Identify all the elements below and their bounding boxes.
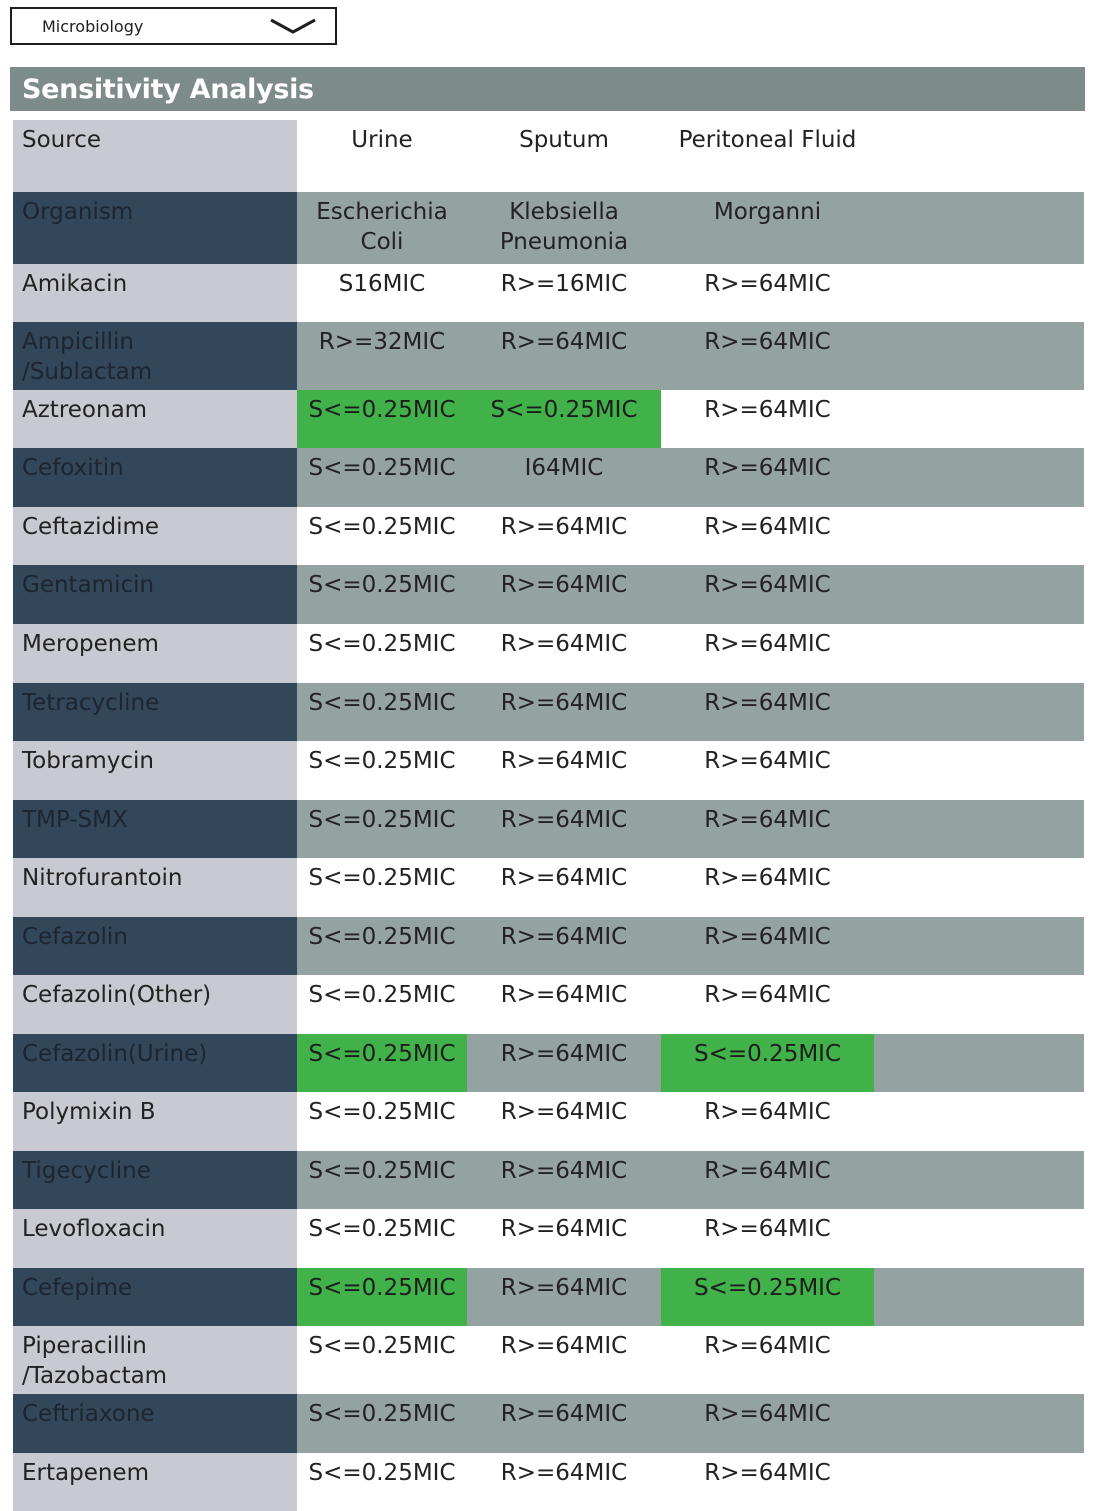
label-line: Tetracycline: [22, 690, 160, 716]
sensitivity-table: [13, 120, 1084, 1511]
label-line: Levofloxacin: [22, 1216, 166, 1242]
mic-result: [661, 1268, 874, 1326]
mic-result: [297, 264, 467, 322]
value-line: S<=0.25MIC: [308, 865, 456, 891]
mic-result: [467, 507, 661, 565]
spacer-cell: [874, 1453, 1084, 1511]
antibiotic-name: [13, 448, 297, 507]
spacer-cell: [874, 565, 1084, 624]
label-line: Ceftriaxone: [22, 1401, 155, 1427]
label-line: Cefazolin: [22, 924, 128, 950]
antibiotic-row: [13, 917, 1084, 975]
value-line: R>=64MIC: [500, 329, 628, 355]
section-header: [10, 67, 1085, 111]
label-line: /Tazobactam: [22, 1363, 168, 1389]
antibiotic-row: [13, 624, 1084, 683]
mic-result: [661, 390, 874, 448]
value-line: R>=64MIC: [704, 748, 831, 774]
mic-result: [661, 858, 874, 917]
mic-result: [297, 741, 467, 800]
label-line: Nitrofurantoin: [22, 865, 183, 891]
label-line: Ceftazidime: [22, 514, 160, 540]
value-line: Urine: [351, 127, 413, 153]
antibiotic-name: [13, 390, 297, 448]
antibiotic-row: [13, 565, 1084, 624]
antibiotic-name: [13, 1151, 297, 1209]
mic-result: [297, 800, 467, 858]
antibiotic-name: [13, 917, 297, 975]
mic-result: [297, 683, 467, 741]
mic-result: [297, 390, 467, 448]
value-line: R>=64MIC: [704, 397, 831, 423]
mic-result: [661, 975, 874, 1034]
mic-result: [661, 1092, 874, 1151]
organism-value: [661, 192, 874, 264]
antibiotic-name: [13, 1326, 297, 1394]
value-line: S<=0.25MIC: [308, 397, 456, 423]
value-line: R>=64MIC: [500, 690, 628, 716]
source-label: [13, 120, 297, 192]
value-line: R>=64MIC: [500, 1460, 628, 1486]
spacer-cell: [874, 448, 1084, 507]
value-line: R>=64MIC: [500, 982, 628, 1008]
value-line: R>=64MIC: [704, 982, 831, 1008]
value-line: S<=0.25MIC: [308, 455, 456, 481]
value-line: R>=64MIC: [500, 572, 628, 598]
mic-result: [467, 565, 661, 624]
value-line: R>=64MIC: [500, 1216, 628, 1242]
value-line: S<=0.25MIC: [308, 1401, 456, 1427]
organism-value: [297, 192, 467, 264]
mic-result: [467, 741, 661, 800]
value-line: R>=64MIC: [704, 455, 831, 481]
value-line: R>=16MIC: [500, 271, 628, 297]
source-value: [467, 120, 661, 192]
label-line: Gentamicin: [22, 572, 155, 598]
source-value: [661, 120, 874, 192]
mic-result: [467, 1209, 661, 1268]
antibiotic-row: [13, 1326, 1084, 1394]
antibiotic-row: [13, 1151, 1084, 1209]
value-line: S<=0.25MIC: [308, 924, 456, 950]
department-dropdown[interactable]: [10, 7, 337, 45]
mic-result: [467, 1151, 661, 1209]
antibiotic-row: [13, 264, 1084, 322]
antibiotic-row: [13, 1034, 1084, 1092]
antibiotic-name: [13, 1453, 297, 1511]
value-line: S<=0.25MIC: [308, 982, 456, 1008]
value-line: R>=64MIC: [500, 1275, 628, 1301]
value-line: Escherichia: [316, 199, 448, 225]
mic-result: [467, 1394, 661, 1453]
value-line: R>=64MIC: [500, 1333, 628, 1359]
mic-result: [661, 1209, 874, 1268]
organism-row: [13, 192, 1084, 264]
value-line: R>=64MIC: [500, 924, 628, 950]
antibiotic-row: [13, 1268, 1084, 1326]
value-line: R>=32MIC: [318, 329, 446, 355]
value-line: S<=0.25MIC: [308, 1158, 456, 1184]
mic-result: [661, 800, 874, 858]
value-line: R>=64MIC: [704, 865, 831, 891]
mic-result: [661, 507, 874, 565]
value-line: S<=0.25MIC: [308, 1041, 456, 1067]
label-line: Polymixin B: [22, 1099, 156, 1125]
mic-result: [467, 858, 661, 917]
label-line: Tigecycline: [22, 1158, 151, 1184]
antibiotic-name: [13, 507, 297, 565]
value-line: R>=64MIC: [704, 271, 831, 297]
value-line: Klebsiella: [509, 199, 619, 225]
value-line: S<=0.25MIC: [308, 1099, 456, 1125]
antibiotic-name: [13, 1092, 297, 1151]
mic-result: [467, 800, 661, 858]
value-line: R>=64MIC: [500, 865, 628, 891]
mic-result: [297, 1453, 467, 1511]
spacer-cell: [874, 975, 1084, 1034]
spacer-cell: [874, 1268, 1084, 1326]
mic-result: [297, 565, 467, 624]
mic-result: [297, 322, 467, 390]
spacer-cell: [874, 1092, 1084, 1151]
antibiotic-row: [13, 800, 1084, 858]
antibiotic-name: [13, 1209, 297, 1268]
mic-result: [467, 1034, 661, 1092]
value-line: R>=64MIC: [500, 748, 628, 774]
mic-result: [297, 1209, 467, 1268]
value-line: R>=64MIC: [704, 514, 831, 540]
spacer-cell: [874, 917, 1084, 975]
spacer-cell: [874, 120, 1084, 192]
antibiotic-row: [13, 975, 1084, 1034]
antibiotic-name: [13, 683, 297, 741]
label-line: Tobramycin: [22, 748, 154, 774]
antibiotic-row: [13, 741, 1084, 800]
value-line: Pneumonia: [499, 229, 629, 255]
mic-result: [661, 1394, 874, 1453]
label-line: Organism: [22, 199, 134, 225]
mic-result: [661, 1034, 874, 1092]
mic-result: [467, 264, 661, 322]
spacer-cell: [874, 800, 1084, 858]
mic-result: [467, 975, 661, 1034]
value-line: S<=0.25MIC: [308, 690, 456, 716]
value-line: S<=0.25MIC: [308, 1333, 456, 1359]
mic-result: [297, 1092, 467, 1151]
antibiotic-row: [13, 1453, 1084, 1511]
antibiotic-row: [13, 448, 1084, 507]
value-line: R>=64MIC: [500, 1401, 628, 1427]
value-line: R>=64MIC: [500, 807, 628, 833]
value-line: R>=64MIC: [500, 1099, 628, 1125]
label-line: Cefazolin(Urine): [22, 1041, 208, 1067]
mic-result: [297, 917, 467, 975]
dropdown-selected-value: Microbiology: [42, 16, 144, 36]
value-line: S<=0.25MIC: [308, 748, 456, 774]
mic-result: [297, 975, 467, 1034]
spacer-cell: [874, 1034, 1084, 1092]
antibiotic-name: [13, 1394, 297, 1453]
value-line: Coli: [360, 229, 404, 255]
mic-result: [661, 322, 874, 390]
value-line: Peritoneal Fluid: [678, 127, 857, 153]
label-line: Amikacin: [22, 271, 128, 297]
antibiotic-row: [13, 1394, 1084, 1453]
value-line: S<=0.25MIC: [308, 1460, 456, 1486]
mic-result: [661, 624, 874, 683]
mic-result: [467, 1453, 661, 1511]
label-line: Cefazolin(Other): [22, 982, 212, 1008]
mic-result: [467, 1326, 661, 1394]
value-line: R>=64MIC: [500, 1158, 628, 1184]
value-line: Morganni: [713, 199, 822, 225]
mic-result: [297, 448, 467, 507]
label-line: Ampicillin: [22, 329, 134, 355]
value-line: S<=0.25MIC: [308, 514, 456, 540]
section-title: Sensitivity Analysis: [22, 73, 314, 105]
label-line: Cefepime: [22, 1275, 133, 1301]
mic-result: [661, 1151, 874, 1209]
antibiotic-name: [13, 741, 297, 800]
value-line: S<=0.25MIC: [308, 631, 456, 657]
label-line: /Sublactam: [22, 359, 153, 385]
antibiotic-name: [13, 858, 297, 917]
spacer-cell: [874, 683, 1084, 741]
antibiotic-name: [13, 565, 297, 624]
value-line: I64MIC: [524, 455, 604, 481]
antibiotic-row: [13, 1092, 1084, 1151]
mic-result: [661, 264, 874, 322]
value-line: R>=64MIC: [704, 1333, 831, 1359]
label-line: Meropenem: [22, 631, 159, 657]
antibiotic-name: [13, 322, 297, 390]
antibiotic-row: [13, 322, 1084, 390]
antibiotic-name: [13, 975, 297, 1034]
antibiotic-name: [13, 1268, 297, 1326]
value-line: R>=64MIC: [704, 329, 831, 355]
mic-result: [297, 1151, 467, 1209]
antibiotic-name: [13, 800, 297, 858]
antibiotic-row: [13, 1209, 1084, 1268]
spacer-cell: [874, 1151, 1084, 1209]
mic-result: [467, 322, 661, 390]
antibiotic-row: [13, 390, 1084, 448]
spacer-cell: [874, 1326, 1084, 1394]
value-line: Sputum: [519, 127, 609, 153]
antibiotic-name: [13, 624, 297, 683]
spacer-cell: [874, 507, 1084, 565]
value-line: S<=0.25MIC: [308, 1275, 456, 1301]
value-line: R>=64MIC: [704, 1401, 831, 1427]
mic-result: [661, 565, 874, 624]
source-row: [13, 120, 1084, 192]
value-line: S<=0.25MIC: [693, 1275, 842, 1301]
source-value: [297, 120, 467, 192]
mic-result: [297, 1034, 467, 1092]
mic-result: [467, 390, 661, 448]
value-line: S<=0.25MIC: [308, 1216, 456, 1242]
mic-result: [661, 1326, 874, 1394]
mic-result: [297, 858, 467, 917]
value-line: R>=64MIC: [704, 572, 831, 598]
label-line: Source: [22, 127, 101, 153]
mic-result: [467, 448, 661, 507]
antibiotic-name: [13, 264, 297, 322]
organism-label: [13, 192, 297, 264]
value-line: S<=0.25MIC: [308, 807, 456, 833]
mic-result: [297, 1394, 467, 1453]
value-line: S16MIC: [338, 271, 426, 297]
spacer-cell: [874, 624, 1084, 683]
value-line: S<=0.25MIC: [308, 572, 456, 598]
spacer-cell: [874, 390, 1084, 448]
mic-result: [467, 683, 661, 741]
value-line: R>=64MIC: [500, 631, 628, 657]
spacer-cell: [874, 858, 1084, 917]
antibiotic-row: [13, 683, 1084, 741]
value-line: S<=0.25MIC: [693, 1041, 842, 1067]
mic-result: [297, 1268, 467, 1326]
value-line: R>=64MIC: [704, 1460, 831, 1486]
label-line: Ertapenem: [22, 1460, 149, 1486]
spacer-cell: [874, 322, 1084, 390]
value-line: R>=64MIC: [704, 1216, 831, 1242]
value-line: R>=64MIC: [704, 690, 831, 716]
mic-result: [467, 624, 661, 683]
value-line: R>=64MIC: [500, 1041, 628, 1067]
label-line: TMP-SMX: [22, 807, 128, 833]
antibiotic-row: [13, 507, 1084, 565]
spacer-cell: [874, 192, 1084, 264]
value-line: R>=64MIC: [704, 631, 831, 657]
spacer-cell: [874, 264, 1084, 322]
label-line: Cefoxitin: [22, 455, 124, 481]
mic-result: [297, 1326, 467, 1394]
spacer-cell: [874, 1209, 1084, 1268]
value-line: R>=64MIC: [500, 514, 628, 540]
value-line: R>=64MIC: [704, 924, 831, 950]
mic-result: [661, 683, 874, 741]
antibiotic-row: [13, 858, 1084, 917]
value-line: R>=64MIC: [704, 1099, 831, 1125]
organism-value: [467, 192, 661, 264]
label-line: Piperacillin: [22, 1333, 147, 1359]
mic-result: [297, 624, 467, 683]
mic-result: [467, 1268, 661, 1326]
chevron-down-icon: [269, 17, 317, 35]
mic-result: [661, 448, 874, 507]
spacer-cell: [874, 1394, 1084, 1453]
mic-result: [661, 741, 874, 800]
mic-result: [467, 917, 661, 975]
label-line: Aztreonam: [22, 397, 148, 423]
value-line: R>=64MIC: [704, 807, 831, 833]
mic-result: [661, 1453, 874, 1511]
value-line: S<=0.25MIC: [490, 397, 638, 423]
mic-result: [297, 507, 467, 565]
mic-result: [661, 917, 874, 975]
value-line: R>=64MIC: [704, 1158, 831, 1184]
spacer-cell: [874, 741, 1084, 800]
antibiotic-name: [13, 1034, 297, 1092]
mic-result: [467, 1092, 661, 1151]
